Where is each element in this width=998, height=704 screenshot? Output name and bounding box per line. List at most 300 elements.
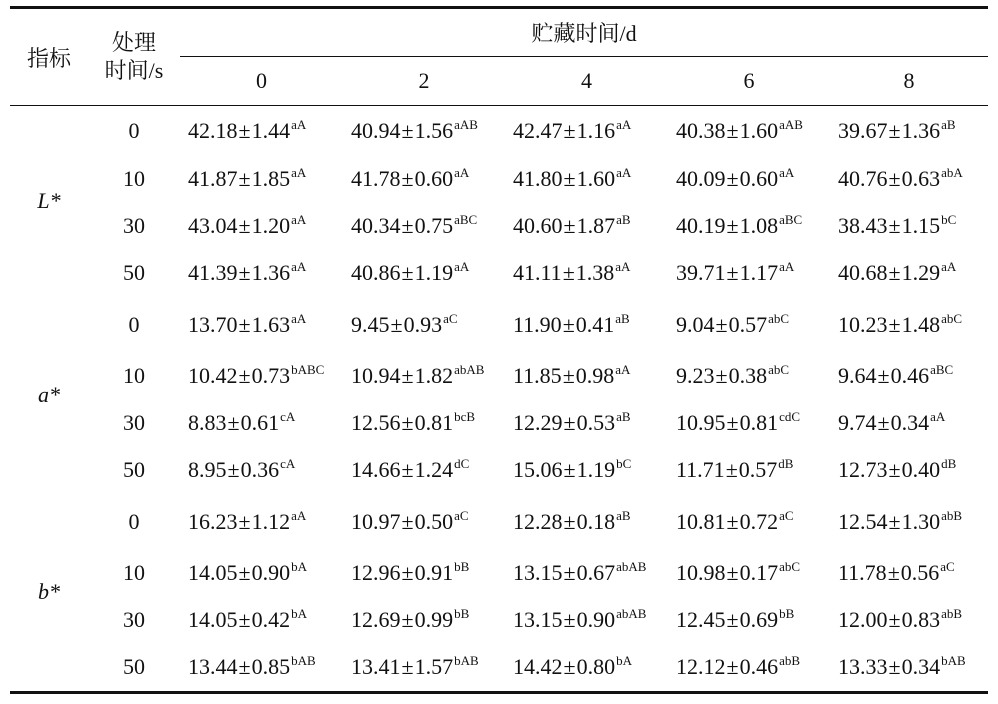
sd-value: 0.75: [414, 213, 454, 238]
sd-value: 1.82: [414, 363, 454, 388]
treatment-time: 50: [123, 457, 145, 482]
sd-value: 1.48: [901, 311, 941, 337]
header-storage-time: 贮藏时间/d: [180, 9, 988, 56]
value-cell: [180, 106, 343, 156]
sd-value: 0.80: [576, 654, 616, 679]
significance-letters: bABC: [291, 362, 325, 377]
value-cell: [505, 353, 668, 400]
mean-value: 40.86: [351, 260, 401, 285]
significance-letters: dC: [454, 456, 470, 471]
plus-minus-symbol: ±: [888, 260, 901, 285]
value-cell: [343, 550, 505, 597]
sd-value: 0.99: [414, 607, 454, 632]
value-cell: [668, 400, 830, 447]
mean-value: 38.43: [838, 213, 888, 238]
indicator-label: b*: [38, 579, 60, 604]
mean-value: 11.85: [513, 363, 562, 388]
value-cell: [830, 106, 988, 156]
mean-value: 11.71: [676, 457, 725, 482]
significance-letters: bB: [454, 559, 470, 574]
significance-letters: bC: [616, 456, 632, 471]
mean-value: 10.94: [351, 363, 401, 388]
mean-value: 9.23: [676, 363, 715, 388]
value-cell: [668, 644, 830, 691]
significance-letters: abB: [779, 653, 801, 668]
mean-value: 12.54: [838, 508, 888, 534]
plus-minus-symbol: ±: [877, 410, 890, 435]
significance-letters: abB: [941, 507, 963, 523]
plus-minus-symbol: ±: [401, 560, 414, 585]
mean-value: 12.73: [838, 457, 888, 482]
value-cell: [343, 297, 505, 353]
significance-letters: bcB: [454, 409, 476, 424]
table-row: [10, 644, 988, 691]
value-cell: [343, 597, 505, 644]
mean-value: 41.39: [188, 260, 238, 285]
significance-letters: aB: [941, 116, 956, 132]
value-cell: [830, 597, 988, 644]
mean-value: 12.56: [351, 410, 401, 435]
value-cell: [343, 156, 505, 203]
plus-minus-symbol: ±: [726, 260, 739, 285]
plus-minus-symbol: ±: [715, 311, 728, 337]
mean-value: 41.80: [513, 166, 563, 191]
sd-value: 0.17: [739, 560, 779, 585]
significance-letters: aB: [616, 507, 631, 523]
significance-letters: cA: [280, 456, 296, 471]
treatment-time: 50: [123, 654, 145, 679]
significance-letters: aA: [291, 116, 307, 132]
plus-minus-symbol: ±: [238, 213, 251, 238]
sd-value: 0.36: [240, 457, 280, 482]
significance-letters: aA: [930, 409, 946, 424]
sd-value: 1.24: [414, 457, 454, 482]
significance-letters: aA: [454, 259, 470, 274]
sd-value: 1.20: [251, 213, 291, 238]
mean-value: 40.34: [351, 213, 401, 238]
sd-value: 0.34: [890, 410, 930, 435]
sd-value: 1.36: [251, 260, 291, 285]
value-cell: [505, 644, 668, 691]
sd-value: 0.98: [575, 363, 615, 388]
header-day: 2: [418, 67, 430, 93]
value-cell: [505, 156, 668, 203]
value-cell: [180, 494, 343, 550]
mean-value: 40.94: [351, 117, 401, 143]
sd-value: 0.41: [575, 311, 615, 337]
significance-letters: aA: [291, 507, 307, 523]
plus-minus-symbol: ±: [888, 607, 901, 632]
mean-value: 12.00: [838, 607, 888, 632]
mean-value: 10.23: [838, 311, 888, 337]
plus-minus-symbol: ±: [726, 410, 739, 435]
plus-minus-symbol: ±: [238, 560, 251, 585]
plus-minus-symbol: ±: [562, 260, 575, 285]
value-cell: [505, 550, 668, 597]
header-day: 4: [581, 67, 592, 93]
mean-value: 11.78: [838, 560, 887, 585]
significance-letters: aC: [779, 507, 794, 523]
color-table: [10, 9, 988, 691]
header-day: 6: [743, 67, 755, 93]
table-row: [10, 447, 988, 494]
value-cell: [180, 203, 343, 250]
sd-value: 0.46: [739, 654, 779, 679]
significance-letters: aA: [941, 259, 957, 274]
table-row: [10, 250, 988, 297]
significance-letters: aA: [291, 310, 307, 326]
sd-value: 1.36: [901, 117, 941, 143]
header-indicator: 指标: [26, 45, 71, 71]
mean-value: 12.12: [676, 654, 726, 679]
sd-value: 0.57: [728, 311, 768, 337]
treatment-time: 0: [128, 311, 140, 337]
significance-letters: aAB: [779, 116, 803, 132]
value-cell: [505, 297, 668, 353]
plus-minus-symbol: ±: [401, 654, 414, 679]
value-cell: [668, 597, 830, 644]
table-row: [10, 494, 988, 550]
mean-value: 41.11: [513, 260, 562, 285]
value-cell: [343, 644, 505, 691]
significance-letters: aA: [616, 116, 632, 132]
plus-minus-symbol: ±: [715, 363, 728, 388]
plus-minus-symbol: ±: [238, 311, 251, 337]
plus-minus-symbol: ±: [563, 508, 576, 534]
value-cell: [180, 156, 343, 203]
value-cell: [505, 250, 668, 297]
mean-value: 40.19: [676, 213, 726, 238]
treatment-time: 30: [123, 213, 145, 238]
plus-minus-symbol: ±: [563, 410, 576, 435]
plus-minus-symbol: ±: [562, 363, 575, 388]
significance-letters: cdC: [779, 409, 801, 424]
significance-letters: abC: [768, 310, 790, 326]
value-cell: [668, 156, 830, 203]
value-cell: [343, 106, 505, 156]
significance-letters: aA: [454, 165, 470, 180]
mean-value: 40.68: [838, 260, 888, 285]
sd-value: 0.83: [901, 607, 941, 632]
significance-letters: abB: [941, 606, 963, 621]
plus-minus-symbol: ±: [401, 213, 414, 238]
mean-value: 12.96: [351, 560, 401, 585]
significance-letters: abAB: [616, 606, 647, 621]
mean-value: 12.45: [676, 607, 726, 632]
value-cell: [180, 644, 343, 691]
mean-value: 16.23: [188, 508, 238, 534]
value-cell: [180, 400, 343, 447]
significance-letters: aA: [291, 259, 307, 274]
value-cell: [180, 447, 343, 494]
value-cell: [343, 353, 505, 400]
mean-value: 10.97: [351, 508, 401, 534]
sd-value: 0.67: [576, 560, 616, 585]
mean-value: 10.95: [676, 410, 726, 435]
plus-minus-symbol: ±: [401, 260, 414, 285]
significance-letters: bAB: [291, 653, 316, 668]
plus-minus-symbol: ±: [887, 560, 900, 585]
plus-minus-symbol: ±: [888, 166, 901, 191]
mean-value: 41.87: [188, 166, 238, 191]
table-row: [10, 353, 988, 400]
plus-minus-symbol: ±: [563, 117, 576, 143]
significance-letters: aA: [291, 165, 307, 180]
significance-letters: aB: [616, 409, 631, 424]
table-body: [10, 106, 988, 691]
sd-value: 0.81: [739, 410, 779, 435]
sd-value: 0.73: [251, 363, 291, 388]
value-cell: [668, 494, 830, 550]
significance-letters: aC: [454, 507, 469, 523]
sd-value: 1.30: [901, 508, 941, 534]
plus-minus-symbol: ±: [563, 654, 576, 679]
sd-value: 0.46: [890, 363, 930, 388]
indicator-label: L*: [37, 188, 61, 214]
sd-value: 1.29: [901, 260, 941, 285]
sd-value: 0.56: [900, 560, 940, 585]
significance-letters: aA: [779, 165, 795, 180]
mean-value: 14.05: [188, 560, 238, 585]
significance-letters: aC: [443, 310, 458, 326]
mean-value: 13.41: [351, 654, 401, 679]
significance-letters: aA: [779, 259, 795, 274]
value-cell: [830, 297, 988, 353]
treatment-time: 10: [123, 166, 145, 191]
plus-minus-symbol: ±: [238, 166, 251, 191]
mean-value: 13.15: [513, 560, 563, 585]
plus-minus-symbol: ±: [390, 311, 403, 337]
mean-value: 9.04: [676, 311, 715, 337]
sd-value: 1.16: [576, 117, 616, 143]
significance-letters: abC: [779, 559, 801, 574]
significance-letters: aA: [616, 165, 632, 180]
treatment-time: 30: [123, 410, 145, 435]
sd-value: 0.90: [251, 560, 291, 585]
sd-value: 0.57: [738, 457, 778, 482]
value-cell: [830, 203, 988, 250]
plus-minus-symbol: ±: [726, 560, 739, 585]
significance-letters: aA: [615, 362, 631, 377]
mean-value: 14.66: [351, 457, 401, 482]
value-cell: [180, 297, 343, 353]
significance-letters: abAB: [616, 559, 647, 574]
sd-value: 0.93: [403, 311, 443, 337]
value-cell: [180, 250, 343, 297]
plus-minus-symbol: ±: [238, 363, 251, 388]
plus-minus-symbol: ±: [888, 654, 901, 679]
significance-letters: aC: [940, 559, 955, 574]
sd-value: 0.91: [414, 560, 454, 585]
significance-letters: aBC: [930, 362, 954, 377]
mean-value: 42.18: [188, 117, 238, 143]
sd-value: 1.85: [251, 166, 291, 191]
significance-letters: abC: [941, 310, 963, 326]
plus-minus-symbol: ±: [726, 166, 739, 191]
sd-value: 0.50: [414, 508, 454, 534]
value-cell: [668, 550, 830, 597]
significance-letters: bC: [941, 212, 957, 227]
value-cell: [830, 644, 988, 691]
significance-letters: bAB: [454, 653, 479, 668]
mean-value: 10.42: [188, 363, 238, 388]
plus-minus-symbol: ±: [563, 457, 576, 482]
value-cell: [830, 400, 988, 447]
mean-value: 41.78: [351, 166, 401, 191]
sd-value: 1.38: [575, 260, 615, 285]
value-cell: [830, 550, 988, 597]
plus-minus-symbol: ±: [401, 457, 414, 482]
mean-value: 40.09: [676, 166, 726, 191]
sd-value: 0.61: [240, 410, 280, 435]
value-cell: [505, 106, 668, 156]
significance-letters: aBC: [779, 212, 803, 227]
value-cell: [343, 400, 505, 447]
sd-value: 0.72: [739, 508, 779, 534]
plus-minus-symbol: ±: [238, 260, 251, 285]
treatment-time: 30: [123, 607, 145, 632]
plus-minus-symbol: ±: [888, 311, 901, 337]
significance-letters: aB: [615, 310, 630, 326]
mean-value: 15.06: [513, 457, 563, 482]
treatment-time: 10: [123, 363, 145, 388]
plus-minus-symbol: ±: [238, 654, 251, 679]
sd-value: 0.40: [901, 457, 941, 482]
value-cell: [668, 203, 830, 250]
mean-value: 14.42: [513, 654, 563, 679]
sd-value: 0.69: [739, 607, 779, 632]
significance-letters: aBC: [454, 212, 478, 227]
treatment-time: 10: [123, 560, 145, 585]
mean-value: 9.64: [838, 363, 877, 388]
table-row: [10, 203, 988, 250]
header-treatment-line1: 处理: [111, 30, 156, 55]
plus-minus-symbol: ±: [563, 560, 576, 585]
plus-minus-symbol: ±: [401, 363, 414, 388]
plus-minus-symbol: ±: [726, 607, 739, 632]
plus-minus-symbol: ±: [401, 166, 414, 191]
sd-value: 1.60: [576, 166, 616, 191]
table-row: [10, 156, 988, 203]
mean-value: 10.81: [676, 508, 726, 534]
value-cell: [668, 250, 830, 297]
table-row: [10, 400, 988, 447]
mean-value: 12.69: [351, 607, 401, 632]
mean-value: 40.38: [676, 117, 726, 143]
plus-minus-symbol: ±: [726, 654, 739, 679]
plus-minus-symbol: ±: [726, 508, 739, 534]
sd-value: 0.81: [414, 410, 454, 435]
mean-value: 11.90: [513, 311, 562, 337]
value-cell: [830, 494, 988, 550]
plus-minus-symbol: ±: [562, 311, 575, 337]
header-day: 0: [256, 67, 267, 93]
sd-value: 0.90: [576, 607, 616, 632]
value-cell: [830, 353, 988, 400]
sd-value: 0.38: [728, 363, 768, 388]
sd-value: 0.60: [414, 166, 454, 191]
sd-value: 1.19: [414, 260, 454, 285]
mean-value: 14.05: [188, 607, 238, 632]
plus-minus-symbol: ±: [238, 607, 251, 632]
plus-minus-symbol: ±: [401, 410, 414, 435]
plus-minus-symbol: ±: [563, 607, 576, 632]
significance-letters: bB: [779, 606, 795, 621]
sd-value: 0.18: [576, 508, 616, 534]
mean-value: 9.45: [351, 311, 390, 337]
sd-value: 0.34: [901, 654, 941, 679]
plus-minus-symbol: ±: [726, 213, 739, 238]
value-cell: [668, 297, 830, 353]
plus-minus-symbol: ±: [401, 607, 414, 632]
mean-value: 40.76: [838, 166, 888, 191]
bottom-rule: [10, 691, 988, 694]
value-cell: [830, 447, 988, 494]
table-row: [10, 106, 988, 156]
significance-letters: cA: [280, 409, 296, 424]
significance-letters: aA: [615, 259, 631, 274]
plus-minus-symbol: ±: [227, 457, 240, 482]
significance-letters: abAB: [454, 362, 485, 377]
plus-minus-symbol: ±: [563, 213, 576, 238]
significance-letters: bAB: [941, 653, 966, 668]
mean-value: 10.98: [676, 560, 726, 585]
mean-value: 42.47: [513, 117, 563, 143]
mean-value: 39.71: [676, 260, 726, 285]
value-cell: [343, 203, 505, 250]
mean-value: 13.70: [188, 311, 238, 337]
significance-letters: bA: [291, 606, 307, 621]
value-cell: [668, 447, 830, 494]
value-cell: [343, 250, 505, 297]
mean-value: 13.15: [513, 607, 563, 632]
significance-letters: abC: [768, 362, 790, 377]
significance-letters: aA: [291, 212, 307, 227]
sd-value: 1.44: [251, 117, 291, 143]
value-cell: [505, 400, 668, 447]
value-cell: [343, 447, 505, 494]
header-day: 8: [903, 67, 915, 93]
sd-value: 0.63: [901, 166, 941, 191]
plus-minus-symbol: ±: [888, 213, 901, 238]
sd-value: 1.63: [251, 311, 291, 337]
treatment-time: 50: [123, 260, 145, 285]
significance-letters: aAB: [454, 116, 478, 132]
value-cell: [505, 494, 668, 550]
table-row: [10, 297, 988, 353]
mean-value: 9.74: [838, 410, 877, 435]
sd-value: 0.42: [251, 607, 291, 632]
plus-minus-symbol: ±: [888, 457, 901, 482]
value-cell: [505, 203, 668, 250]
sd-value: 1.56: [414, 117, 454, 143]
plus-minus-symbol: ±: [563, 166, 576, 191]
sd-value: 1.60: [739, 117, 779, 143]
mean-value: 39.67: [838, 117, 888, 143]
mean-value: 8.95: [188, 457, 227, 482]
table-row: [10, 597, 988, 644]
plus-minus-symbol: ±: [888, 508, 901, 534]
plus-minus-symbol: ±: [726, 117, 739, 143]
sd-value: 1.57: [414, 654, 454, 679]
value-cell: [830, 250, 988, 297]
significance-letters: aB: [616, 212, 631, 227]
plus-minus-symbol: ±: [725, 457, 738, 482]
mean-value: 13.33: [838, 654, 888, 679]
value-cell: [505, 447, 668, 494]
sd-value: 1.15: [901, 213, 941, 238]
value-cell: [505, 597, 668, 644]
